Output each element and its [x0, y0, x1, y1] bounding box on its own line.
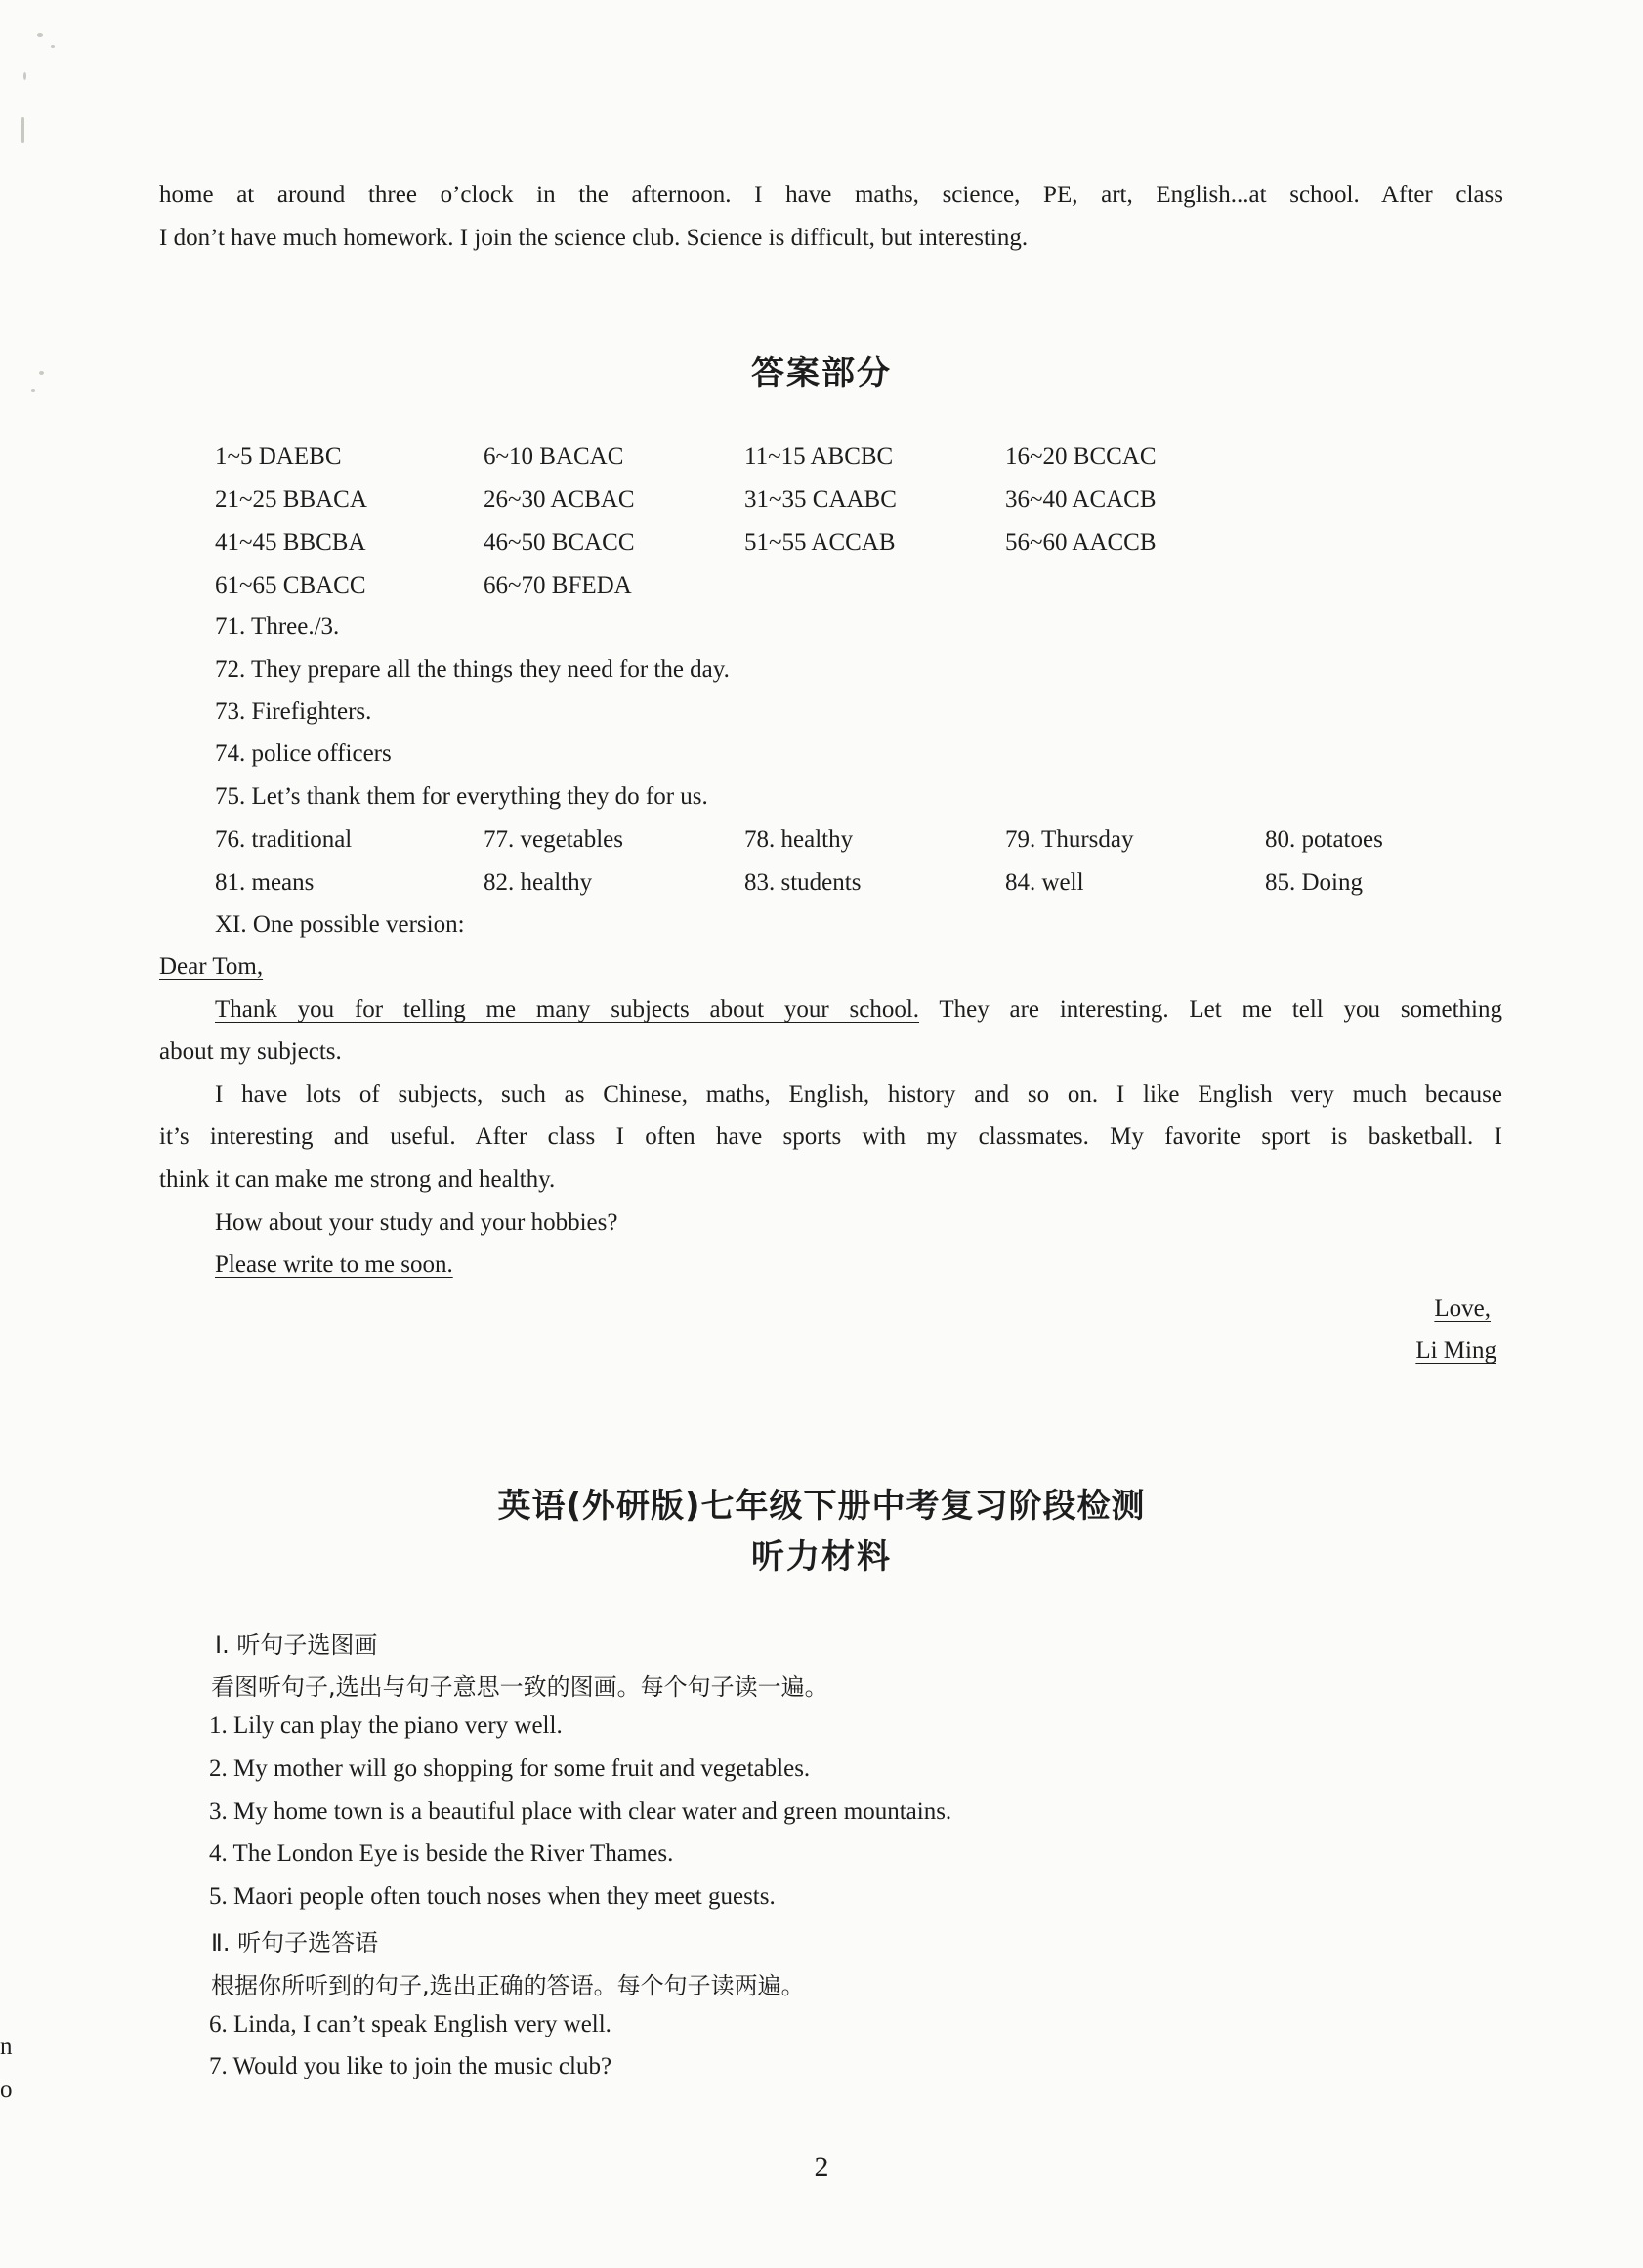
- listening-subtitle: 听力材料: [751, 1537, 892, 1576]
- mc-answer: 21~25 BBACA: [215, 486, 367, 513]
- short-answer: 74. police officers: [215, 740, 392, 767]
- word-answer: 83. students: [744, 869, 862, 896]
- word-answer: 85. Doing: [1265, 869, 1363, 896]
- margin-letter: o: [0, 2077, 13, 2103]
- mc-answer: 51~55 ACCAB: [744, 529, 896, 556]
- listening-item: 6. Linda, I can’t speak English very well.: [209, 2011, 611, 2037]
- mc-answer: 11~15 ABCBC: [744, 443, 894, 470]
- listening-item: 7. Would you like to join the music club?: [209, 2053, 612, 2079]
- mc-answer: 16~20 BCCAC: [1005, 443, 1157, 470]
- part1-heading: Ⅰ. 听句子选图画: [215, 1631, 378, 1659]
- letter-greeting: Dear Tom,: [159, 953, 264, 980]
- letter-sentence: They are interesting. Let me tell you something: [919, 996, 1502, 1023]
- letter-signature: Li Ming: [1415, 1337, 1496, 1364]
- mc-answer: 6~10 BACAC: [484, 443, 624, 470]
- answer-section-title: 答案部分: [751, 354, 892, 393]
- mc-answer: 46~50 BCACC: [484, 529, 635, 556]
- letter-paragraph-2-line-1: I have lots of subjects, such as Chinese, maths, English, history and so on. I like English very much because: [215, 1081, 1502, 1108]
- short-answer: 71. Three./3.: [215, 613, 340, 640]
- listening-item: 4. The London Eye is beside the River Thames.: [209, 1840, 674, 1867]
- letter-paragraph-1-line-2: about my subjects.: [159, 1038, 342, 1065]
- mc-answer: 36~40 ACACB: [1005, 486, 1157, 513]
- mc-answer: 1~5 DAEBC: [215, 443, 342, 470]
- listening-title: 英语(外研版)七年级下册中考复习阶段检测: [497, 1487, 1146, 1526]
- listening-item: 1. Lily can play the piano very well.: [209, 1712, 563, 1739]
- letter-paragraph-2-line-2: it’s interesting and useful. After class I often have sports with my classmates. My favorite sport is basketball. I: [159, 1123, 1502, 1150]
- letter-paragraph-3: How about your study and your hobbies?: [215, 1209, 618, 1236]
- writing-label: XI. One possible version:: [215, 911, 465, 938]
- word-answer: 80. potatoes: [1265, 826, 1383, 853]
- short-answer: 73. Firefighters.: [215, 698, 372, 725]
- mc-answer: 56~60 AACCB: [1005, 529, 1157, 556]
- letter-paragraph-4: Please write to me soon.: [215, 1251, 453, 1278]
- letter-paragraph-1: [215, 994, 1502, 1026]
- listening-item: 3. My home town is a beautiful place with clear water and green mountains.: [209, 1798, 952, 1825]
- part1-instruction: 看图听句子,选出与句子意思一致的图画。每个句子读一遍。: [211, 1673, 828, 1701]
- word-answer: 82. healthy: [484, 869, 593, 896]
- page-number: 2: [814, 2151, 829, 2183]
- intro-line-2: I don’t have much homework. I join the science club. Science is difficult, but interesting.: [159, 225, 1029, 251]
- margin-letter: n: [0, 2034, 13, 2060]
- mc-answer: 41~45 BBCBA: [215, 529, 366, 556]
- listening-item: 5. Maori people often touch noses when they meet guests.: [209, 1883, 776, 1910]
- short-answer: 72. They prepare all the things they need for the day.: [215, 656, 730, 683]
- letter-closing: Love,: [1434, 1295, 1491, 1322]
- mc-answer: 61~65 CBACC: [215, 572, 366, 599]
- word-answer: 79. Thursday: [1005, 826, 1134, 853]
- word-answer: 81. means: [215, 869, 315, 896]
- word-answer: 84. well: [1005, 869, 1084, 896]
- part2-heading: Ⅱ. 听句子选答语: [211, 1929, 379, 1956]
- short-answer: 75. Let’s thank them for everything they do for us.: [215, 783, 708, 810]
- listening-item: 2. My mother will go shopping for some fruit and vegetables.: [209, 1755, 811, 1782]
- word-answer: 77. vegetables: [484, 826, 624, 853]
- word-answer: 78. healthy: [744, 826, 854, 853]
- part2-instruction: 根据你所听到的句子,选出正确的答语。每个句子读两遍。: [211, 1972, 805, 1999]
- letter-underlined-sentence: Thank you for telling me many subjects about your school.: [215, 996, 920, 1023]
- mc-answer: 31~35 CAABC: [744, 486, 897, 513]
- letter-paragraph-2-line-3: think it can make me strong and healthy.: [159, 1166, 556, 1193]
- intro-line-1: home at around three o’clock in the afternoon. I have maths, science, PE, art, English...at school. After class: [159, 182, 1503, 208]
- word-answer: 76. traditional: [215, 826, 353, 853]
- mc-answer: 26~30 ACBAC: [484, 486, 635, 513]
- mc-answer: 66~70 BFEDA: [484, 572, 632, 599]
